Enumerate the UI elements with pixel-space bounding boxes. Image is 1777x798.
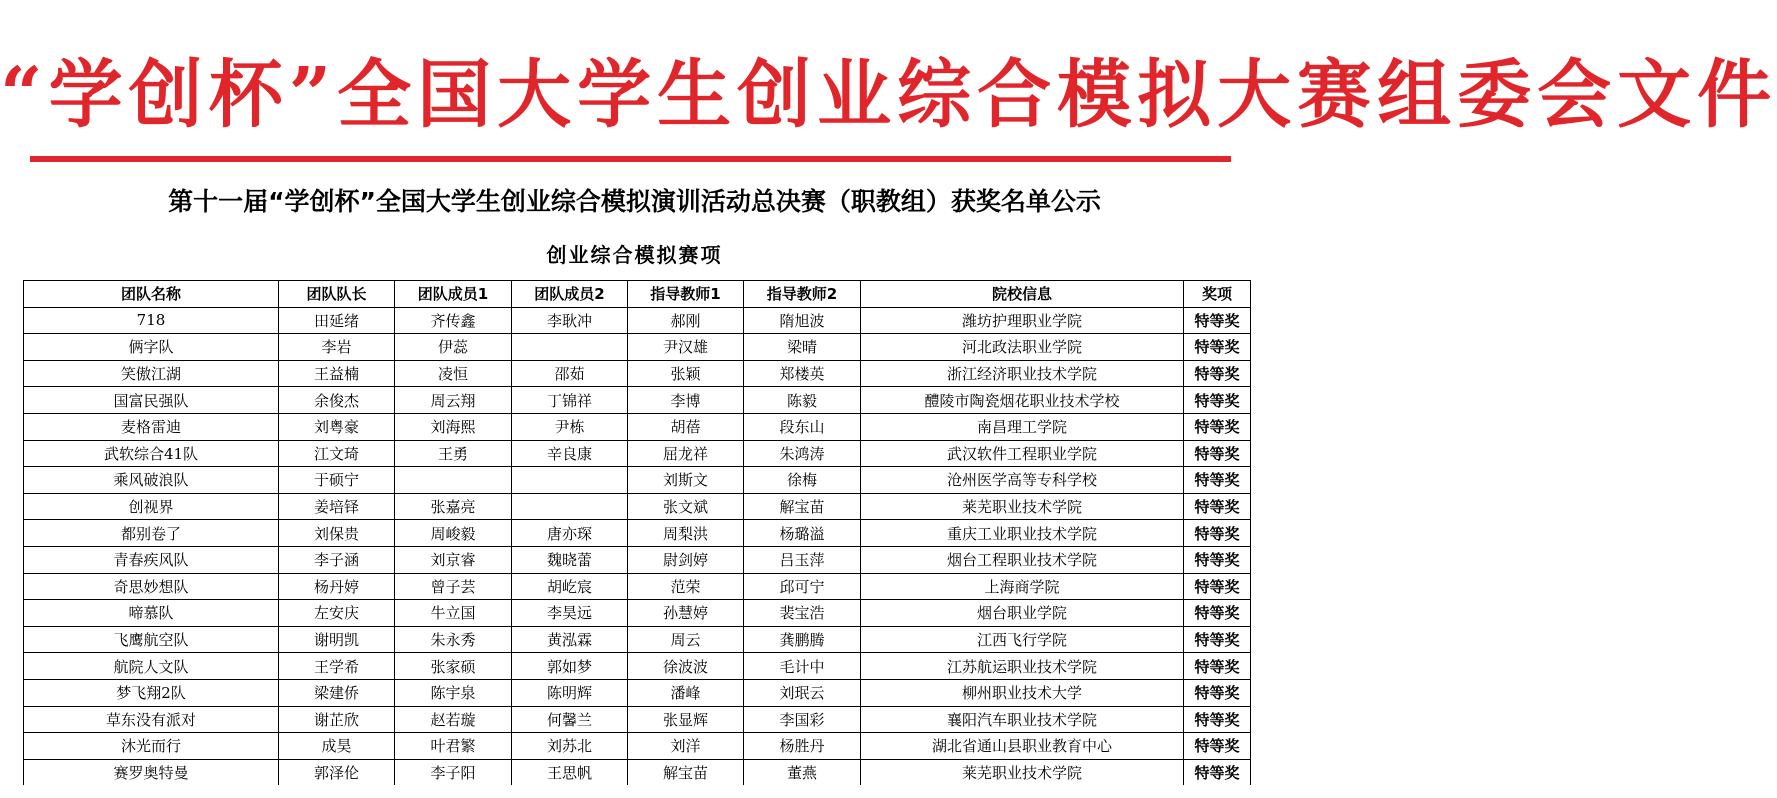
cell-school: 南昌理工学院 <box>861 413 1184 440</box>
cell-advisor-1: 潘峰 <box>628 679 744 706</box>
cell-team-captain: 姜培铎 <box>279 493 395 520</box>
cell-team-captain: 王学希 <box>279 653 395 680</box>
cell-team-member-2 <box>512 334 628 361</box>
cell-team-member-2: 辛良康 <box>512 440 628 467</box>
column-header-team-name: 团队名称 <box>24 281 279 308</box>
section-subtitle: 创业综合模拟赛项 <box>546 243 723 267</box>
column-header-team-captain: 团队队长 <box>279 281 395 308</box>
cell-award: 特等奖 <box>1184 706 1251 733</box>
cell-team-name: 青春疾风队 <box>24 546 279 573</box>
cell-advisor-1: 屈龙祥 <box>628 440 744 467</box>
cell-team-captain: 刘保贵 <box>279 520 395 547</box>
cell-team-captain: 余俊杰 <box>279 387 395 414</box>
table-header-row <box>24 281 1251 308</box>
table-row <box>24 706 1251 733</box>
cell-team-captain: 田延绪 <box>279 307 395 334</box>
cell-school: 上海商学院 <box>861 573 1184 600</box>
table-row <box>24 759 1251 785</box>
masthead-red-rule <box>30 156 1231 162</box>
cell-advisor-1: 范荣 <box>628 573 744 600</box>
column-header-award: 奖项 <box>1184 281 1251 308</box>
cell-award: 特等奖 <box>1184 733 1251 760</box>
cell-advisor-2: 杨胜丹 <box>744 733 861 760</box>
cell-advisor-2: 杨璐溢 <box>744 520 861 547</box>
cell-award: 特等奖 <box>1184 413 1251 440</box>
cell-team-name: 梦飞翔2队 <box>24 679 279 706</box>
cell-team-name: 航院人文队 <box>24 653 279 680</box>
cell-school: 湖北省通山县职业教育中心 <box>861 733 1184 760</box>
cell-award: 特等奖 <box>1184 387 1251 414</box>
cell-team-member-2 <box>512 493 628 520</box>
cell-team-member-2: 胡屹宸 <box>512 573 628 600</box>
table-row <box>24 733 1251 760</box>
table-row <box>24 679 1251 706</box>
cell-advisor-2: 刘珉云 <box>744 679 861 706</box>
cell-award: 特等奖 <box>1184 600 1251 627</box>
cell-advisor-1: 张颖 <box>628 360 744 387</box>
cell-advisor-2: 隋旭波 <box>744 307 861 334</box>
cell-advisor-2: 徐梅 <box>744 467 861 494</box>
cell-team-captain: 李岩 <box>279 334 395 361</box>
cell-team-name: 国富民强队 <box>24 387 279 414</box>
cell-team-member-2: 尹栋 <box>512 413 628 440</box>
cell-award: 特等奖 <box>1184 520 1251 547</box>
cell-advisor-2: 解宝苗 <box>744 493 861 520</box>
table-row <box>24 653 1251 680</box>
cell-team-member-1: 刘京睿 <box>395 546 512 573</box>
cell-team-name: 麦格雷迪 <box>24 413 279 440</box>
cell-team-member-2: 邵茹 <box>512 360 628 387</box>
cell-advisor-1: 周梨洪 <box>628 520 744 547</box>
cell-team-captain: 李子涵 <box>279 546 395 573</box>
cell-team-member-1: 凌恒 <box>395 360 512 387</box>
cell-team-name: 718 <box>24 307 279 334</box>
cell-team-name: 奇思妙想队 <box>24 573 279 600</box>
cell-team-member-2: 黄泓霖 <box>512 626 628 653</box>
cell-team-name: 俩字队 <box>24 334 279 361</box>
table-row <box>24 626 1251 653</box>
cell-advisor-1: 尹汉雄 <box>628 334 744 361</box>
cell-team-captain: 谢明凯 <box>279 626 395 653</box>
cell-team-name: 赛罗奥特曼 <box>24 759 279 785</box>
cell-advisor-2: 朱鸿涛 <box>744 440 861 467</box>
cell-school: 潍坊护理职业学院 <box>861 307 1184 334</box>
cell-team-member-2 <box>512 467 628 494</box>
cell-award: 特等奖 <box>1184 626 1251 653</box>
cell-award: 特等奖 <box>1184 307 1251 334</box>
cell-team-member-1: 齐传鑫 <box>395 307 512 334</box>
cell-team-name: 都别卷了 <box>24 520 279 547</box>
cell-award: 特等奖 <box>1184 679 1251 706</box>
table-row <box>24 334 1251 361</box>
column-header-school: 院校信息 <box>861 281 1184 308</box>
cell-team-member-1: 李子阳 <box>395 759 512 785</box>
table-row <box>24 520 1251 547</box>
cell-advisor-1: 胡蓓 <box>628 413 744 440</box>
cell-team-captain: 梁建侨 <box>279 679 395 706</box>
cell-team-member-2: 唐亦琛 <box>512 520 628 547</box>
cell-advisor-2: 吕玉萍 <box>744 546 861 573</box>
cell-team-captain: 左安庆 <box>279 600 395 627</box>
cell-school: 河北政法职业学院 <box>861 334 1184 361</box>
cell-award: 特等奖 <box>1184 360 1251 387</box>
cell-team-member-1: 伊蕊 <box>395 334 512 361</box>
cell-award: 特等奖 <box>1184 546 1251 573</box>
cell-team-member-1: 周峻毅 <box>395 520 512 547</box>
cell-team-member-1: 曾子芸 <box>395 573 512 600</box>
cell-team-member-1: 王勇 <box>395 440 512 467</box>
cell-team-name: 啼慕队 <box>24 600 279 627</box>
award-table <box>23 280 1251 785</box>
cell-school: 江西飞行学院 <box>861 626 1184 653</box>
cell-school: 襄阳汽车职业技术学院 <box>861 706 1184 733</box>
cell-team-member-2: 郭如梦 <box>512 653 628 680</box>
cell-school: 江苏航运职业技术学院 <box>861 653 1184 680</box>
cell-award: 特等奖 <box>1184 440 1251 467</box>
cell-advisor-1: 解宝苗 <box>628 759 744 785</box>
cell-team-captain: 王益楠 <box>279 360 395 387</box>
cell-advisor-1: 李博 <box>628 387 744 414</box>
cell-team-member-2: 刘苏北 <box>512 733 628 760</box>
table-row <box>24 546 1251 573</box>
cell-school: 重庆工业职业技术学院 <box>861 520 1184 547</box>
cell-team-captain: 成昊 <box>279 733 395 760</box>
cell-team-member-1: 赵若璇 <box>395 706 512 733</box>
table-row <box>24 440 1251 467</box>
cell-school: 浙江经济职业技术学院 <box>861 360 1184 387</box>
cell-team-name: 创视界 <box>24 493 279 520</box>
cell-school: 沧州医学高等专科学校 <box>861 467 1184 494</box>
cell-team-name: 飞鹰航空队 <box>24 626 279 653</box>
cell-advisor-2: 梁晴 <box>744 334 861 361</box>
cell-advisor-2: 陈毅 <box>744 387 861 414</box>
cell-advisor-2: 裴宝浩 <box>744 600 861 627</box>
cell-team-captain: 江文琦 <box>279 440 395 467</box>
cell-award: 特等奖 <box>1184 759 1251 785</box>
table-row <box>24 307 1251 334</box>
cell-award: 特等奖 <box>1184 493 1251 520</box>
cell-award: 特等奖 <box>1184 334 1251 361</box>
table-row <box>24 467 1251 494</box>
cell-team-captain: 郭泽伦 <box>279 759 395 785</box>
cell-advisor-1: 张文斌 <box>628 493 744 520</box>
cell-advisor-2: 龚鹏腾 <box>744 626 861 653</box>
cell-award: 特等奖 <box>1184 573 1251 600</box>
column-header-advisor-1: 指导教师1 <box>628 281 744 308</box>
cell-advisor-1: 刘斯文 <box>628 467 744 494</box>
cell-advisor-1: 孙慧婷 <box>628 600 744 627</box>
cell-advisor-2: 郑楼英 <box>744 360 861 387</box>
cell-school: 武汉软件工程职业学院 <box>861 440 1184 467</box>
cell-team-member-2: 丁锦祥 <box>512 387 628 414</box>
cell-team-name: 沐光而行 <box>24 733 279 760</box>
cell-team-member-2: 魏晓蕾 <box>512 546 628 573</box>
cell-team-captain: 刘粤豪 <box>279 413 395 440</box>
cell-team-member-2: 李耿冲 <box>512 307 628 334</box>
document-title: 第十一届“学创杯”全国大学生创业综合模拟演训活动总决赛（职教组）获奖名单公示 <box>168 187 1101 216</box>
cell-team-captain: 于硕宁 <box>279 467 395 494</box>
cell-team-member-1: 叶君繁 <box>395 733 512 760</box>
cell-team-member-1: 陈宇泉 <box>395 679 512 706</box>
cell-team-member-2: 王思帆 <box>512 759 628 785</box>
cell-school: 莱芜职业技术学院 <box>861 493 1184 520</box>
cell-team-name: 笑傲江湖 <box>24 360 279 387</box>
cell-team-member-2: 李昊远 <box>512 600 628 627</box>
cell-advisor-2: 董燕 <box>744 759 861 785</box>
cell-team-member-1: 张嘉亮 <box>395 493 512 520</box>
document-masthead: “学创杯”全国大学生创业综合模拟大赛组委会文件 <box>0 52 1777 138</box>
cell-advisor-1: 尉剑婷 <box>628 546 744 573</box>
cell-school: 醴陵市陶瓷烟花职业技术学校 <box>861 387 1184 414</box>
cell-school: 莱芜职业技术学院 <box>861 759 1184 785</box>
table-row <box>24 413 1251 440</box>
cell-team-member-2: 何馨兰 <box>512 706 628 733</box>
cell-advisor-1: 郝刚 <box>628 307 744 334</box>
cell-team-member-1: 刘海熙 <box>395 413 512 440</box>
cell-school: 烟台工程职业技术学院 <box>861 546 1184 573</box>
cell-advisor-2: 邱可宁 <box>744 573 861 600</box>
cell-team-name: 武软综合41队 <box>24 440 279 467</box>
cell-advisor-1: 周云 <box>628 626 744 653</box>
column-header-team-member-1: 团队成员1 <box>395 281 512 308</box>
cell-team-member-2: 陈明辉 <box>512 679 628 706</box>
cell-advisor-2: 李国彩 <box>744 706 861 733</box>
table-row <box>24 493 1251 520</box>
table-body <box>24 307 1251 785</box>
cell-team-member-1: 朱永秀 <box>395 626 512 653</box>
cell-team-member-1: 周云翔 <box>395 387 512 414</box>
cell-team-name: 乘风破浪队 <box>24 467 279 494</box>
cell-team-captain: 谢芷欣 <box>279 706 395 733</box>
table-row <box>24 387 1251 414</box>
cell-team-member-1: 牛立国 <box>395 600 512 627</box>
table-row <box>24 360 1251 387</box>
cell-team-captain: 杨丹婷 <box>279 573 395 600</box>
cell-team-name: 草东没有派对 <box>24 706 279 733</box>
column-header-advisor-2: 指导教师2 <box>744 281 861 308</box>
cell-school: 柳州职业技术大学 <box>861 679 1184 706</box>
cell-award: 特等奖 <box>1184 467 1251 494</box>
table-row <box>24 600 1251 627</box>
cell-advisor-1: 徐波波 <box>628 653 744 680</box>
cell-school: 烟台职业学院 <box>861 600 1184 627</box>
column-header-team-member-2: 团队成员2 <box>512 281 628 308</box>
cell-team-member-1 <box>395 467 512 494</box>
cell-advisor-2: 段东山 <box>744 413 861 440</box>
cell-team-member-1: 张家硕 <box>395 653 512 680</box>
table-row <box>24 573 1251 600</box>
cell-advisor-2: 毛计中 <box>744 653 861 680</box>
cell-advisor-1: 刘洋 <box>628 733 744 760</box>
cell-advisor-1: 张显辉 <box>628 706 744 733</box>
cell-award: 特等奖 <box>1184 653 1251 680</box>
